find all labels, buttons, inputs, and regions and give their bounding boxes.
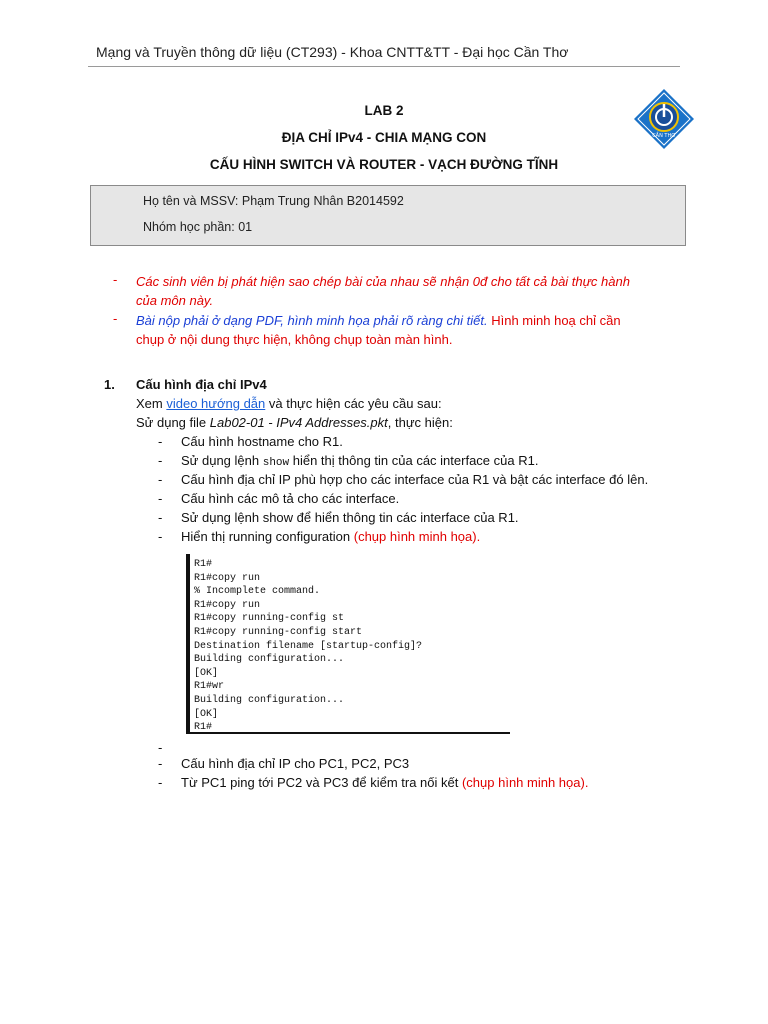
task-pc-ip: Cấu hình địa chỉ IP cho PC1, PC2, PC3 [181, 756, 410, 771]
submission-note-line2: chụp ở nội dung thực hiện, không chụp toàn màn hình. [136, 332, 453, 347]
file-instruction: Sử dụng file Lab02-01 - IPv4 Addresses.pkt, thực hiện: [136, 415, 453, 430]
submission-note-line1 [136, 311, 621, 330]
section-number: 1. [104, 377, 115, 392]
lab-title-line2: CẤU HÌNH SWITCH VÀ ROUTER - VẠCH ĐƯỜNG TĨNH [209, 157, 559, 172]
note-bullet: - [113, 272, 118, 287]
svg-text:CẦN THƠ: CẦN THƠ [652, 133, 676, 139]
list-bullet-empty: - [158, 740, 163, 755]
task-ping: Từ PC1 ping tới PC2 và PC3 để kiểm tra nối kết (chụp hình minh họa). [181, 775, 589, 790]
note-bullet: - [113, 311, 118, 326]
plagiarism-note-line2: của môn này. [136, 293, 214, 308]
plagiarism-note-line1: Các sinh viên bị phát hiện sao chép bài của nhau sẽ nhận 0đ cho tất cả bài thực hành [136, 274, 630, 289]
submission-format-text: Bài nộp phải ở dạng PDF, hình minh họa phải rõ ràng chi tiết. [136, 313, 488, 328]
file-name: Lab02-01 - IPv4 Addresses.pkt [209, 415, 388, 430]
terminal-screenshot [186, 554, 508, 734]
task-running-config: Hiển thị running configuration (chụp hình minh họa). [181, 529, 481, 544]
terminal-output: R1# R1#copy run % Incomplete command. R1#copy run R1#copy running-config st R1#copy running-config start Destination filename [startup-config]? Building configuration... [OK] R1#wr Building configuration... [OK] R1# [194, 559, 423, 734]
task-show-interfaces: Sử dụng lệnh show hiển thị thông tin của các interface của R1. [181, 453, 539, 469]
header-divider [88, 66, 680, 67]
list-bullet: - [158, 529, 163, 544]
lab-number: LAB 2 [364, 103, 404, 118]
university-logo-icon [633, 88, 695, 150]
submission-image-text: Hình minh hoạ chỉ cần [487, 313, 621, 328]
section-title: Cấu hình địa chỉ IPv4 [136, 377, 267, 392]
list-bullet: - [158, 472, 163, 487]
list-bullet: - [158, 756, 163, 771]
task-show-info: Sử dụng lệnh show để hiển thông tin các interface của R1. [181, 510, 519, 525]
task-descriptions: Cấu hình các mô tả cho các interface. [181, 491, 400, 506]
list-bullet: - [158, 453, 163, 468]
student-info-box [90, 185, 686, 246]
document-header: Mạng và Truyền thông dữ liệu (CT293) - Khoa CNTT&TT - Đại học Cần Thơ [96, 44, 569, 60]
show-command-code: show [262, 457, 290, 469]
task-hostname: Cấu hình hostname cho R1. [181, 434, 343, 449]
lab-title-line1: ĐỊA CHỈ IPv4 - CHIA MẠNG CON [281, 130, 487, 145]
list-bullet: - [158, 775, 163, 790]
list-bullet: - [158, 491, 163, 506]
section-intro: Xem video hướng dẫn và thực hiện các yêu cầu sau: [136, 396, 442, 411]
task-configure-ip: Cấu hình địa chỉ IP phù hợp cho các interface của R1 và bật các interface đó lên. [181, 472, 649, 487]
list-bullet: - [158, 510, 163, 525]
video-guide-link[interactable]: video hướng dẫn [166, 396, 266, 411]
terminal-left-border [186, 554, 190, 734]
list-bullet: - [158, 434, 163, 449]
student-group: Nhóm học phần: 01 [143, 220, 253, 234]
student-name: Họ tên và MSSV: Phạm Trung Nhân B2014592 [143, 194, 404, 208]
